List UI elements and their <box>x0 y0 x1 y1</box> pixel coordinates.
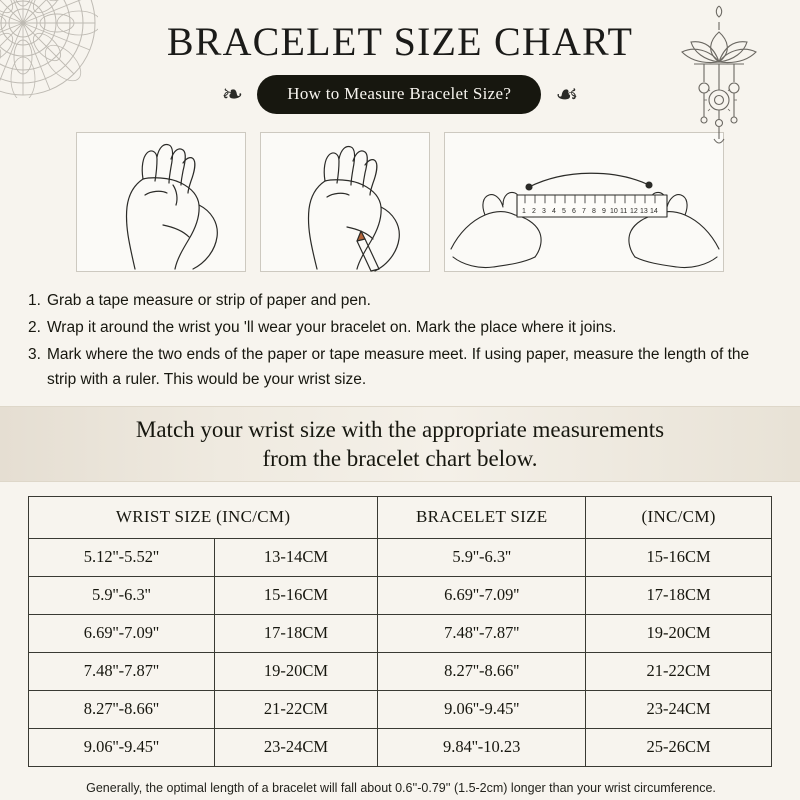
cell-wrist-cm: 13-14CM <box>214 539 377 577</box>
cell-wrist-inch: 5.9''-6.3'' <box>29 577 215 615</box>
cell-bracelet-cm: 21-22CM <box>586 653 772 691</box>
cell-bracelet-cm: 23-24CM <box>586 691 772 729</box>
svg-text:7: 7 <box>582 208 586 215</box>
illustration-ruler-measuring <box>444 132 724 272</box>
cell-bracelet-inch: 8.27''-8.66'' <box>378 653 586 691</box>
cell-wrist-cm: 21-22CM <box>214 691 377 729</box>
svg-text:8: 8 <box>592 208 596 215</box>
instruction-steps <box>28 288 766 392</box>
svg-text:5: 5 <box>562 208 566 215</box>
size-table <box>28 496 772 767</box>
step-number: 1. <box>28 292 41 309</box>
table-header-row <box>29 497 772 539</box>
left-flourish-icon: ❧ <box>221 79 244 109</box>
right-flourish-icon: ☙ <box>555 79 579 109</box>
svg-text:9: 9 <box>602 208 606 215</box>
header-bracelet-units: (INC/CM) <box>586 497 772 539</box>
cell-bracelet-inch: 9.06''-9.45'' <box>378 691 586 729</box>
cell-bracelet-cm: 25-26CM <box>586 729 772 767</box>
svg-text:10: 10 <box>610 208 618 215</box>
svg-text:6: 6 <box>572 208 576 215</box>
step-number: 2. <box>28 319 41 337</box>
step-number: 3. <box>28 346 41 364</box>
cell-wrist-inch: 9.06''-9.45'' <box>29 729 215 767</box>
step-text: Grab a tape measure or strip of paper and pen. <box>46 292 371 309</box>
table-row <box>29 653 772 691</box>
cell-bracelet-inch: 7.48''-7.87'' <box>378 615 586 653</box>
cell-wrist-cm: 23-24CM <box>214 729 377 767</box>
list-item <box>28 315 766 340</box>
subtitle-pill: How to Measure Bracelet Size? <box>257 75 541 114</box>
illustration-row <box>0 132 800 272</box>
svg-text:1: 1 <box>522 208 526 215</box>
svg-text:4: 4 <box>552 208 556 215</box>
cell-wrist-cm: 17-18CM <box>214 615 377 653</box>
table-row <box>29 577 772 615</box>
cell-bracelet-cm: 15-16CM <box>586 539 772 577</box>
header-bracelet-size: BRACELET SIZE <box>378 497 586 539</box>
svg-text:14: 14 <box>650 208 658 215</box>
cell-wrist-cm: 19-20CM <box>214 653 377 691</box>
banner-line-2: from the bracelet chart below. <box>262 446 538 472</box>
table-row <box>29 729 772 767</box>
svg-text:3: 3 <box>542 208 546 215</box>
step-text: Wrap it around the wrist you 'll wear your bracelet on. Mark the place where it joins. <box>46 319 617 337</box>
cell-bracelet-inch: 5.9''-6.3'' <box>378 539 586 577</box>
size-table-wrapper <box>28 496 772 767</box>
footnote: Generally, the optimal length of a bracelet will fall about 0.6''-0.79'' (1.5-2cm) longer than your wrist circumference. <box>86 781 716 796</box>
header-wrist-size: WRIST SIZE (INC/CM) <box>29 497 378 539</box>
svg-text:2: 2 <box>532 208 536 215</box>
cell-bracelet-cm: 17-18CM <box>586 577 772 615</box>
lotus-ornament-icon <box>664 2 774 152</box>
step-text: Mark where the two ends of the paper or tape measure meet. If using paper, measure the length of the strip with a ruler. This would be your wrist size. <box>46 346 750 389</box>
cell-bracelet-cm: 19-20CM <box>586 615 772 653</box>
cell-wrist-inch: 8.27''-8.66'' <box>29 691 215 729</box>
list-item <box>28 342 766 392</box>
svg-text:11: 11 <box>620 208 628 215</box>
cell-wrist-inch: 7.48''-7.87'' <box>29 653 215 691</box>
table-row <box>29 539 772 577</box>
page-title: BRACELET SIZE CHART <box>166 19 634 64</box>
cell-bracelet-inch: 6.69''-7.09'' <box>378 577 586 615</box>
cell-wrist-inch: 5.12''-5.52'' <box>29 539 215 577</box>
cell-bracelet-inch: 9.84''-10.23 <box>378 729 586 767</box>
illustration-hand-paper-pen <box>260 132 430 272</box>
table-row <box>29 615 772 653</box>
mandala-ornament-icon <box>0 0 98 98</box>
match-size-banner <box>0 406 800 482</box>
banner-line-1: Match your wrist size with the appropriate measurements <box>135 417 665 442</box>
svg-text:12: 12 <box>630 208 638 215</box>
illustration-hand-tape <box>76 132 246 272</box>
cell-wrist-cm: 15-16CM <box>214 577 377 615</box>
table-row <box>29 691 772 729</box>
cell-wrist-inch: 6.69''-7.09'' <box>29 615 215 653</box>
list-item <box>28 288 766 313</box>
svg-text:13: 13 <box>640 208 648 215</box>
